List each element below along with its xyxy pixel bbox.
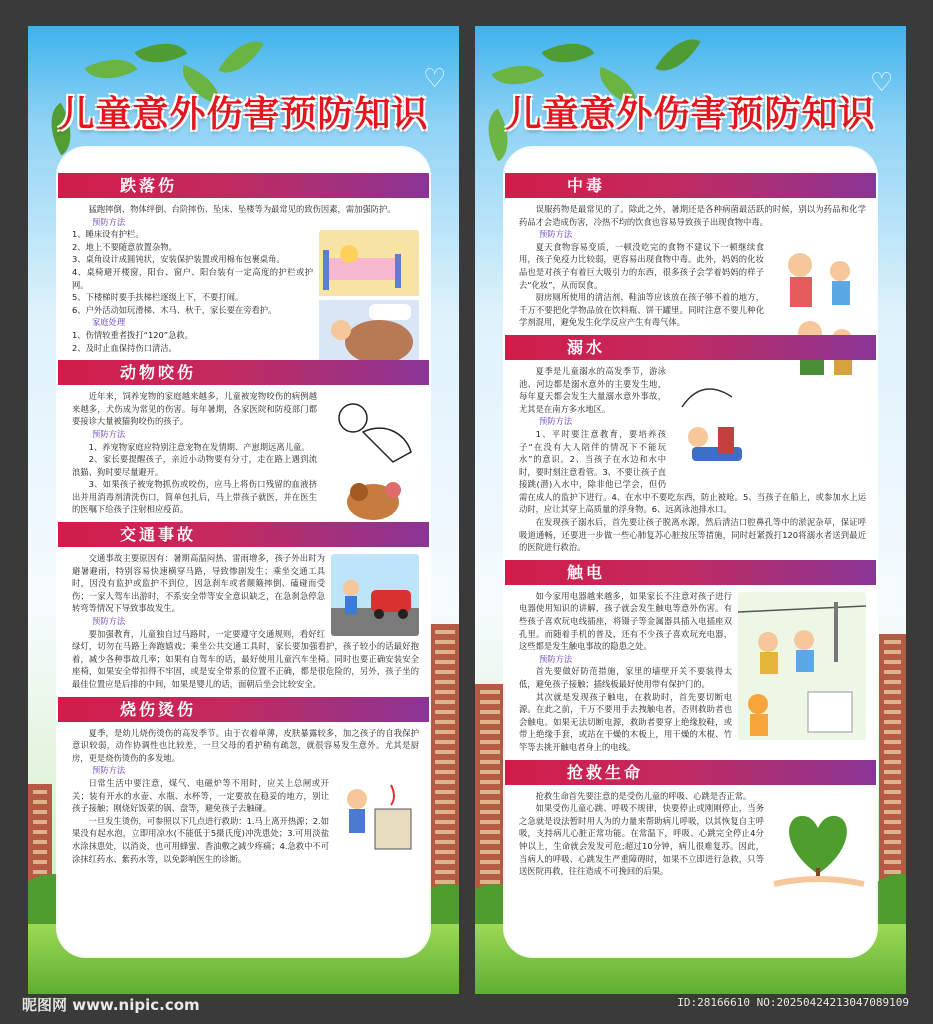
prevent-item: 其次就是发现孩子触电，在救助时，首先要切断电源。在此之前，千万不要用手去拽触电者，否则救助者也会触电。如果无法切断电源，救助者要穿上绝缘胶鞋，或带上绝缘手套，或站在干燥的木板上，用干燥的木棍、竹竿等去挑开触电者身上的电线。	[519, 691, 732, 752]
prevent-label: 预防方法	[92, 616, 126, 627]
section-intro: 夏季是儿童溺水的高发季节，游泳池、河边都是溺水意外的主要发生地，每年夏天都会发生大量溺水意外事故，尤其是在南方多水地区。	[519, 365, 666, 414]
leaf-decoration	[655, 29, 701, 82]
burns-illustration	[335, 779, 419, 853]
section-intro: 近年来，饲养宠物的家庭越来越多，儿童被宠物咬伤的病例越来越多，犬伤成为常见的伤害。每年暑期，各家医院和防疫部门都要接诊大量被猫狗咬伤的孩子。	[72, 391, 317, 427]
section-intro: 抢救生命首先要注意的是受伤儿童的呼吸、心跳是否正常。	[535, 790, 752, 801]
leaf-decoration	[85, 47, 138, 92]
section-heading: 触电	[505, 560, 876, 585]
image-id-watermark: ID:28166610 NO:20250424213047089109	[677, 996, 909, 1009]
section-heading: 跌落伤	[58, 173, 429, 198]
section-body: 如果受伤儿童心跳、呼吸不规律，快要停止或刚刚停止，当务之急就是设法暂时用人为的力量来帮助病儿呼吸，以其恢复自主呼吸，支持病儿心脏正常功能。在常温下，呼吸、心跳完全停止4分钟以上，生命就会发发可危;超过10分钟，病儿很难复苏。因此，当病人的呼吸、心跳发生严重障碍时，如果不立即进行急救，只等送医院再救，往往造成不可挽回的后果。	[519, 803, 764, 877]
prevent-item: 一旦发生烫伤，可参照以下几点进行救助：1.马上离开热源；2.如果没有起水泡，立即用凉水(不能低于5摄氏度)冲洗患处；3.可用淡盐水涂抹患处，以消炎，也可用蜂蜜、香油敷之减少疼痛；4.急救中不可涂抹红药水、紫药水等，以免影响医生的诊断。	[72, 815, 329, 864]
content-card	[505, 148, 876, 956]
drowning-illustration	[672, 367, 764, 487]
section-heading: 中毒	[505, 173, 876, 198]
leaf-decoration	[135, 31, 188, 76]
prevent-label: 预防方法	[539, 653, 573, 664]
heart-tree-illustration	[770, 804, 866, 892]
prevent-item: 3、桌角设计成圆钝状，安装保护装置或用棉布包裹桌角。	[72, 254, 285, 265]
poster-title: 儿童意外伤害预防知识	[58, 94, 429, 135]
section-drowning	[505, 331, 876, 556]
prevent-item: 3、如果孩子被宠物抓伤或咬伤，应马上将伤口残留的血液挤出并用消毒剂清洗伤口，简单包扎后，马上带孩子就医，并在医生的医嘱下给孩子注射相应疫苗。	[72, 479, 317, 515]
section-heading: 抢救生命	[505, 760, 876, 785]
prevent-item: 6、户外活动如玩滑梯、木马、秋千，家长要在旁看护。	[72, 304, 277, 315]
prevent-item: 要加强教育，儿童独自过马路时，一定要遵守交通规则，看好红绿灯，切勿在马路上奔跑嬉戏；乘坐公共交通工具时，家长要加强看护，孩子较小的话最好抱着，减少各种事故几率；如果有自驾车的话，最好使用儿童汽车坐椅。同时也要正确安装安全座椅，如果安全带扣得不牢固，或是安全带系的位置不正确，都是很危险的，另外，孩子坐的最佳位置应是后排的中间，如果是婴儿的话，面朝后坐会比较安全。	[72, 628, 419, 689]
poster-title: 儿童意外伤害预防知识	[505, 94, 876, 135]
prevent-label: 预防方法	[539, 229, 573, 240]
heart-icon: ♡	[870, 68, 894, 98]
prevent-item: 2、家长要提醒孩子，亲近小动物要有分寸，走在路上遇到流浪猫、狗时要尽量避开。	[72, 454, 317, 477]
section-heading: 交通事故	[58, 522, 429, 547]
section-intro: 交通事故主要原因有：暑期高温闷热、雷雨增多，孩子外出时为避暑避雨，特别容易快速横穿马路，导致惨剧发生；乘坐交通工具时，因没有监护或监护不到位，因急刹车或者颠簸摔倒、磕碰而受伤；一家人驾车出游时，不系安全带等安全意识缺乏，在急刹急停急转弯等情况下导致事故发生。	[72, 553, 325, 614]
section-intro: 猛跑摔倒、物体绊倒、台阶摔伤、坠床、坠楼等为最常见的致伤因素，需加强防护。	[88, 204, 396, 214]
electric-shock-illustration	[738, 592, 866, 740]
section-intro: 如今家用电器越来越多，如果家长不注意对孩子进行电器使用知识的讲解，孩子就会发生触电等意外伤害。有些孩子喜欢玩电线插座，将镊子等金属器具插入电插座双孔里。而随着手机的普及，还有不少孩子喜欢玩充电器，这些都是发生触电事故的隐患之处。	[519, 590, 732, 652]
prevent-item: 首先要做好防范措施，家里的墙壁开关不要装得太低，避免孩子接触；插线板最好使用带有保护门的。	[519, 666, 732, 689]
heart-icon: ♡	[423, 64, 447, 94]
section-life-rescue	[505, 756, 876, 880]
prevent-label: 预防方法	[92, 216, 126, 227]
right-poster-panel	[475, 26, 906, 994]
content-card	[58, 148, 429, 956]
left-poster-panel	[28, 26, 459, 994]
falls-illustration	[319, 230, 419, 366]
site-watermark: 昵图网 www.nipic.com	[22, 996, 200, 1014]
section-heading: 烧伤烫伤	[58, 697, 429, 722]
prevent-item: 夏天食物容易变质，一顿没吃完的食物不建议下一顿继续食用，孩子免疫力比较弱，更容易出现食物中毒。此外，妈妈的化妆品也是对孩子有着巨大吸引力的东西，很多孩子会学着妈妈的样子去“化妆”，从而误食。	[519, 241, 764, 290]
prevent-item: 4、桌椅避开楼窗，阳台、窗户、阳台装有一定高度的护栏或护网。	[72, 266, 313, 290]
prevent-item: 5、下楼梯时要手扶梯栏逐级上下，不要打闹。	[72, 292, 244, 303]
leaf-decoration	[218, 31, 264, 84]
prevent-label: 预防方法	[92, 428, 126, 439]
prevent-label: 预防方法	[92, 765, 126, 776]
section-electric-shock	[505, 556, 876, 756]
prevent-item: 1、平时要注意教育，要培养孩子“在没有大人陪伴的情况下不能玩水”的意识。2、当孩子在水边和水中时，要时刻注意看管。3、不要让孩子直接跳(潜)入水中，除非他已学会，但仍需在成人的监护下进行。4、在水中不要吃东西，防止被呛。5、当孩子在船上，或参加水上运动时，应让其穿上高质量的浮身物。6、远离泳池排水口。	[519, 428, 866, 515]
section-falls	[58, 148, 429, 356]
prevent-item: 厨房厕所使用的清洁剂、鞋油等应该放在孩子够不着的地方，千万不要把化学物品放在饮料瓶、饼干罐里。同时注意不要儿种化学剂混用，避免发生化学反应产生有毒气体。	[519, 292, 764, 328]
section-traffic	[58, 518, 429, 693]
prevent-item: 1、养宠物家庭应特别注意宠物在发情期、产崽期远离儿童。	[88, 441, 310, 452]
section-heading: 溺水	[505, 335, 876, 360]
prevent-item: 2、地上不要随意放置杂物。	[72, 241, 177, 252]
treat-label: 家庭处理	[92, 317, 126, 328]
prevent-item: 1、睡床设有护栏。	[72, 229, 144, 240]
prevent-label: 预防方法	[539, 416, 573, 427]
treat-item: 2、及时止血保持伤口清洁。	[72, 342, 177, 353]
section-poisoning	[505, 148, 876, 331]
dog-bite-illustration	[323, 392, 419, 532]
prevent-item: 日常生活中要注意，煤气、电磁炉等不用时，应关上总闸或开关；装有开水的水壶、水瓶、水杯等，一定要放在稳妥的地方，别让孩子接触；刚烧好饭菜的锅、盘等，避免孩子去触碰。	[72, 777, 329, 814]
treat-item: 1、伤情较重者拨打“120”急救。	[72, 329, 193, 340]
section-heading: 动物咬伤	[58, 360, 429, 385]
traffic-illustration	[331, 554, 419, 636]
section-intro: 夏季，是幼儿烧伤烫伤的高发季节。由于衣着单薄，皮肤暴露较多，加之孩子的自我保护意识较弱，动作协调性也比较差，一旦父母的看护稍有疏忽，就很容易发生意外。尤其是厨房，更是烧伤烫伤的多发地。	[72, 727, 419, 763]
section-burns	[58, 693, 429, 868]
leaf-decoration	[542, 31, 595, 76]
section-animal-bites	[58, 356, 429, 518]
section-intro: 误服药物是最常见的了。除此之外，暑期还是各种病菌最活跃的时候，别以为药品和化学药品才会造成伤害，冷热不均的饮食也容易导致孩子出现食物中毒。	[519, 204, 866, 227]
prevent-item: 在发现孩子溺水后，首先要让孩子脱离水源，然后清洁口腔鼻孔等中的淤泥杂草，保证呼吸道通畅，还要进一步做一些心肺复苏心脏按压等措施，同时赶紧拨打120将溺水者送到最近的医院进行救治。	[519, 517, 866, 553]
